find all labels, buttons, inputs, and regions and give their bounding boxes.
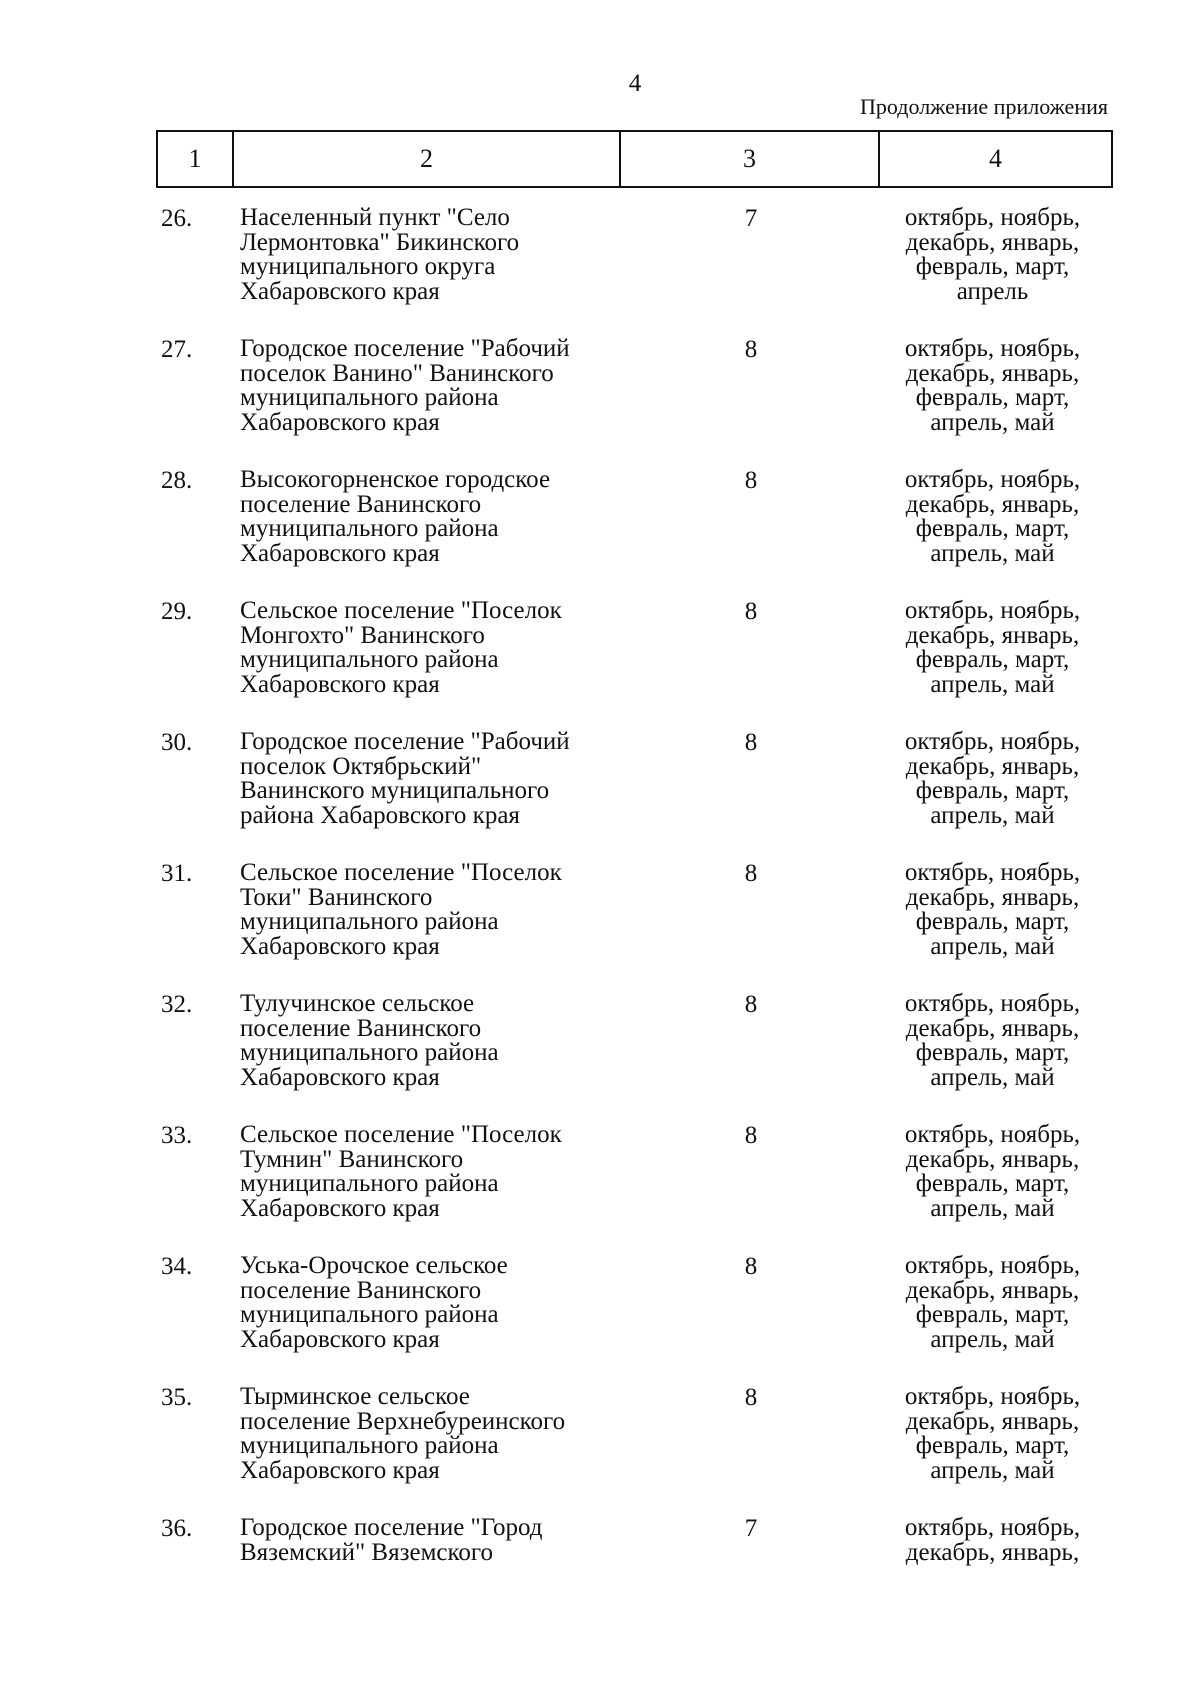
municipality-name-line: Вяземский" Вяземского bbox=[240, 1538, 493, 1566]
municipality-name-line: Городское поселение "Город bbox=[240, 1514, 543, 1541]
municipality-name-line: муниципального района bbox=[240, 1170, 499, 1197]
month-count: 8 bbox=[744, 598, 758, 625]
heating-months-line: декабрь, январь, bbox=[905, 752, 1080, 780]
column-header-4: 4 bbox=[989, 144, 1002, 173]
heating-months-line: декабрь, январь, bbox=[905, 1276, 1080, 1304]
row-number: 28. bbox=[161, 467, 193, 494]
heating-months-line: февраль, март, bbox=[915, 1301, 1070, 1328]
municipality-name-line: поселок Ванино" Ванинского bbox=[240, 359, 554, 387]
municipality-name-line: муниципального округа bbox=[240, 253, 496, 280]
heating-months-line: октябрь, ноябрь, bbox=[904, 1252, 1081, 1279]
municipality-name-line: Монгохто" Ванинского bbox=[240, 621, 485, 649]
municipality-name-line: Уська-Орочское сельское bbox=[240, 1252, 508, 1279]
heating-months-line: апрель, май bbox=[930, 1194, 1055, 1222]
column-header-3: 3 bbox=[621, 132, 880, 186]
municipality-name bbox=[240, 468, 640, 566]
heating-months-line: октябрь, ноябрь, bbox=[904, 597, 1081, 624]
heating-months bbox=[870, 1123, 1115, 1221]
municipality-name-line: Хабаровского края bbox=[240, 1063, 440, 1091]
heating-months-line: декабрь, январь, bbox=[905, 621, 1080, 649]
heating-months-line: октябрь, ноябрь, bbox=[904, 1514, 1081, 1541]
municipality-name-line: Высокогорненское городское bbox=[240, 466, 551, 493]
month-count: 8 bbox=[744, 860, 758, 887]
municipality-name-line: муниципального района bbox=[240, 1432, 499, 1459]
heating-months bbox=[870, 992, 1115, 1090]
heating-months bbox=[870, 599, 1115, 697]
month-count: 7 bbox=[744, 205, 758, 232]
municipality-name bbox=[240, 599, 640, 697]
heating-months-line: февраль, март, bbox=[915, 1170, 1070, 1197]
municipality-name-line: поселок Октябрьский" bbox=[240, 752, 482, 780]
municipality-name-line: Хабаровского края bbox=[240, 1456, 440, 1484]
heating-months bbox=[870, 206, 1115, 304]
municipality-name bbox=[240, 1254, 640, 1352]
municipality-name-line: Хабаровского края bbox=[240, 277, 440, 305]
month-count: 7 bbox=[744, 1515, 758, 1542]
row-number: 27. bbox=[161, 336, 193, 363]
heating-months-line: октябрь, ноябрь, bbox=[904, 204, 1081, 231]
heating-months-line: апрель, май bbox=[930, 1325, 1055, 1353]
municipality-name-line: Сельское поселение "Поселок bbox=[240, 1121, 562, 1148]
heating-months-line: октябрь, ноябрь, bbox=[904, 1121, 1081, 1148]
row-number: 33. bbox=[161, 1122, 193, 1149]
heating-months-line: декабрь, январь, bbox=[905, 228, 1080, 256]
heating-months-line: декабрь, январь, bbox=[905, 883, 1080, 911]
municipality-name-line: Сельское поселение "Поселок bbox=[240, 859, 562, 886]
month-count: 8 bbox=[744, 467, 758, 494]
table-row bbox=[0, 992, 1200, 1123]
heating-months-line: апрель, май bbox=[930, 539, 1055, 567]
municipality-name-line: поселение Ванинского bbox=[240, 1276, 482, 1304]
heating-months-line: декабрь, январь, bbox=[905, 1014, 1080, 1042]
municipality-name-line: муниципального района bbox=[240, 646, 499, 673]
heating-months-line: октябрь, ноябрь, bbox=[904, 859, 1081, 886]
heating-months bbox=[870, 730, 1115, 828]
municipality-name-line: муниципального района bbox=[240, 384, 499, 411]
heating-months-line: февраль, март, bbox=[915, 384, 1070, 411]
municipality-name-line: муниципального района bbox=[240, 908, 499, 935]
heating-months-line: февраль, март, bbox=[915, 908, 1070, 935]
municipality-name bbox=[240, 730, 640, 828]
municipality-name-line: Хабаровского края bbox=[240, 539, 440, 567]
column-header-1: 1 bbox=[158, 132, 234, 186]
column-header-row bbox=[156, 130, 1113, 188]
municipality-name-line: Хабаровского края bbox=[240, 408, 440, 436]
row-number: 31. bbox=[161, 860, 193, 887]
municipality-name-line: Ванинского муниципального bbox=[240, 777, 550, 804]
municipality-name bbox=[240, 1123, 640, 1221]
row-number: 36. bbox=[161, 1515, 193, 1542]
month-count: 8 bbox=[744, 1384, 758, 1411]
table-row bbox=[0, 337, 1200, 468]
month-count: 8 bbox=[744, 1122, 758, 1149]
municipality-name-line: поселение Ванинского bbox=[240, 490, 482, 518]
row-number: 35. bbox=[161, 1384, 193, 1411]
month-count: 8 bbox=[744, 336, 758, 363]
heating-months-line: апрель, май bbox=[930, 1063, 1055, 1091]
table-row bbox=[0, 861, 1200, 992]
heating-months bbox=[870, 337, 1115, 435]
heating-months-line: февраль, март, bbox=[915, 1432, 1070, 1459]
heating-months-line: декабрь, январь, bbox=[905, 1407, 1080, 1435]
heating-months-line: февраль, март, bbox=[915, 253, 1070, 280]
continuation-label: Продолжение приложения bbox=[860, 94, 1108, 119]
table-row bbox=[0, 206, 1200, 337]
heating-months-line: декабрь, январь, bbox=[905, 1145, 1080, 1173]
row-number: 32. bbox=[161, 991, 193, 1018]
row-number: 30. bbox=[161, 729, 193, 756]
heating-months-line: апрель, май bbox=[930, 932, 1055, 960]
heating-months bbox=[870, 1516, 1115, 1565]
municipality-name-line: муниципального района bbox=[240, 1301, 499, 1328]
table-row bbox=[0, 1254, 1200, 1385]
municipality-name bbox=[240, 206, 640, 304]
heating-months-line: февраль, март, bbox=[915, 515, 1070, 542]
heating-months bbox=[870, 1385, 1115, 1483]
month-count: 8 bbox=[744, 729, 758, 756]
heating-months-line: февраль, март, bbox=[915, 1039, 1070, 1066]
page-number: 4 bbox=[628, 70, 642, 97]
heating-months-line: апрель bbox=[956, 277, 1029, 305]
column-header-2: 2 bbox=[234, 132, 621, 186]
municipality-name-line: Городское поселение "Рабочий bbox=[240, 335, 570, 362]
heating-months-line: декабрь, январь, bbox=[905, 1538, 1080, 1566]
table-row bbox=[0, 730, 1200, 861]
municipality-name-line: поселение Верхнебуреинского bbox=[240, 1407, 566, 1435]
table-row bbox=[0, 599, 1200, 730]
heating-months-line: февраль, март, bbox=[915, 646, 1070, 673]
municipality-name bbox=[240, 992, 640, 1090]
heating-months-line: октябрь, ноябрь, bbox=[904, 335, 1081, 362]
heating-months-line: октябрь, ноябрь, bbox=[904, 990, 1081, 1017]
month-count: 8 bbox=[744, 991, 758, 1018]
municipality-name-line: Городское поселение "Рабочий bbox=[240, 728, 570, 755]
municipality-name-line: Хабаровского края bbox=[240, 932, 440, 960]
municipality-name-line: Хабаровского края bbox=[240, 670, 440, 698]
heating-months-line: апрель, май bbox=[930, 801, 1055, 829]
heating-months bbox=[870, 468, 1115, 566]
month-count: 8 bbox=[744, 1253, 758, 1280]
municipality-name-line: муниципального района bbox=[240, 1039, 499, 1066]
municipality-name-line: Токи" Ванинского bbox=[240, 883, 433, 911]
table-row bbox=[0, 1123, 1200, 1254]
heating-months-line: апрель, май bbox=[930, 1456, 1055, 1484]
municipality-name bbox=[240, 337, 640, 435]
heating-months bbox=[870, 861, 1115, 959]
municipality-name bbox=[240, 861, 640, 959]
row-number: 29. bbox=[161, 598, 193, 625]
heating-months-line: апрель, май bbox=[930, 408, 1055, 436]
row-number: 26. bbox=[161, 205, 193, 232]
heating-months-line: октябрь, ноябрь, bbox=[904, 728, 1081, 755]
municipality-name-line: Тумнин" Ванинского bbox=[240, 1145, 464, 1173]
heating-months-line: декабрь, январь, bbox=[905, 359, 1080, 387]
heating-months-line: октябрь, ноябрь, bbox=[904, 466, 1081, 493]
row-number: 34. bbox=[161, 1253, 193, 1280]
municipality-name-line: Населенный пункт "Село bbox=[240, 204, 510, 231]
heating-months-line: апрель, май bbox=[930, 670, 1055, 698]
heating-months-line: октябрь, ноябрь, bbox=[904, 1383, 1081, 1410]
municipality-name-line: Тырминское сельское bbox=[240, 1383, 470, 1410]
municipality-name-line: района Хабаровского края bbox=[240, 801, 520, 829]
municipality-name-line: Лермонтовка" Бикинского bbox=[240, 228, 520, 256]
municipality-name-line: муниципального района bbox=[240, 515, 499, 542]
heating-months-line: февраль, март, bbox=[915, 777, 1070, 804]
municipality-name bbox=[240, 1385, 640, 1483]
table-row bbox=[0, 1516, 1200, 1647]
municipality-name-line: Тулучинское сельское bbox=[240, 990, 475, 1017]
heating-months bbox=[870, 1254, 1115, 1352]
municipality-name-line: Хабаровского края bbox=[240, 1325, 440, 1353]
table-row bbox=[0, 1385, 1200, 1516]
table-body bbox=[0, 206, 1200, 1647]
heating-months-line: декабрь, январь, bbox=[905, 490, 1080, 518]
municipality-name-line: Сельское поселение "Поселок bbox=[240, 597, 562, 624]
table-row bbox=[0, 468, 1200, 599]
municipality-name bbox=[240, 1516, 640, 1565]
municipality-name-line: поселение Ванинского bbox=[240, 1014, 482, 1042]
municipality-name-line: Хабаровского края bbox=[240, 1194, 440, 1222]
